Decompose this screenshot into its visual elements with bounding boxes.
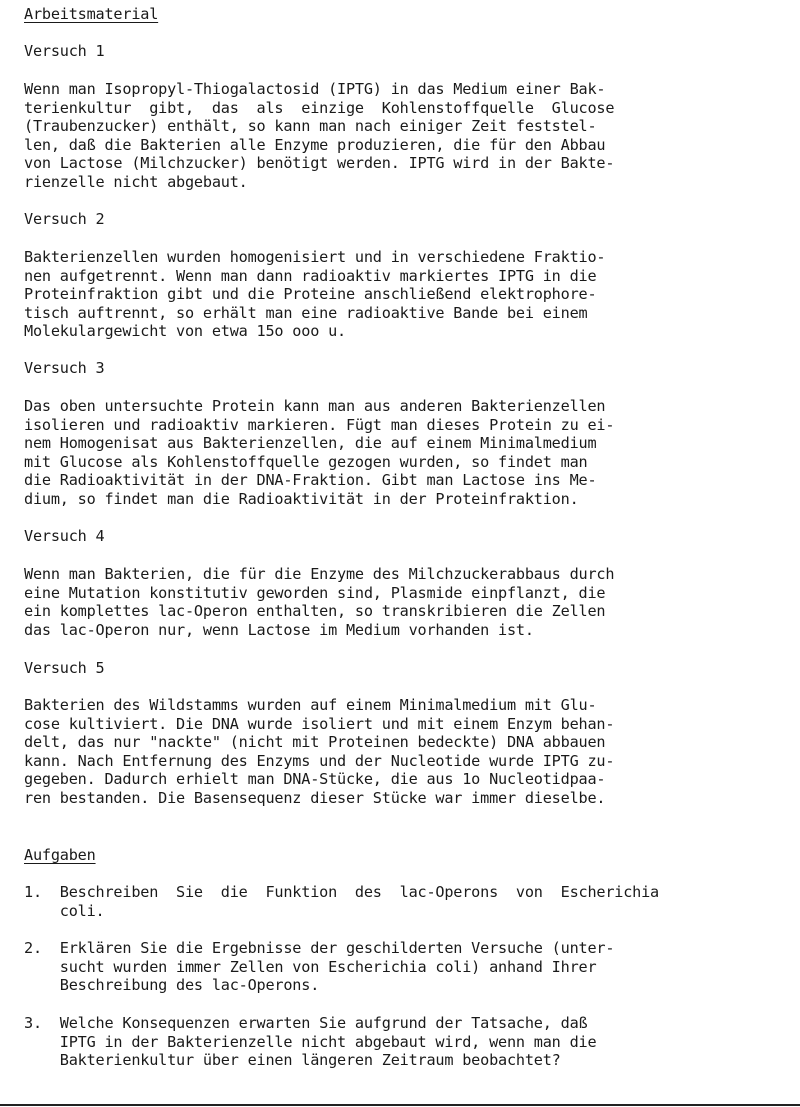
versuch-4-text: Wenn man Bakterien, die für die Enzyme des Milchzuckerabbaus durch eine Mutation konstitutiv geworden sind, Plasmide einpflanzt, die ein komplettes lac-Operon enthalten, so transkribieren die Zellen das lac-Operon nur, wenn Lactose im Medium vorhanden ist. [24,565,615,639]
versuch-1-title: Versuch 1 [24,42,105,60]
versuch-5-title: Versuch 5 [24,659,105,677]
versuch-3-title: Versuch 3 [24,359,105,377]
tasks-heading: Aufgaben [24,846,96,864]
versuch-1-text: Wenn man Isopropyl-Thiogalactosid (IPTG) in das Medium einer Bak- terienkultur gibt, das als einzige Kohlenstoffquelle Glucose (Traubenzucker) enthält, so kann man nach einiger Zeit feststel- len, daß die Bakterien alle Enzyme produzieren, die für den Abbau von Lactose (Milchzucker) benötigt werden. IPTG wird in der Bakte- rienzelle nicht abgebaut. [24,80,615,191]
bottom-rule [0,1104,800,1106]
task-3: 3. Welche Konsequenzen erwarten Sie aufgrund der Tatsache, daß IPTG in der Bakterienzelle nicht abgebaut wird, wenn man die Bakterienkultur über einen längeren Zeitraum beobachtet? [24,1014,597,1070]
versuch-2-text: Bakterienzellen wurden homogenisiert und in verschiedene Fraktio- nen aufgetrennt. Wenn man dann radioaktiv markiertes IPTG in die Proteinfraktion gibt und die Proteine anschließend elektrophore- tisch auftrennt, so erhält man eine radioaktive Bande bei einem Molekulargewicht von etwa 15o ooo u. [24,248,606,341]
task-1: 1. Beschreiben Sie die Funktion des lac-Operons von Escherichia coli. [24,883,659,920]
versuch-4-title: Versuch 4 [24,527,105,545]
task-2: 2. Erklären Sie die Ergebnisse der geschilderten Versuche (unter- sucht wurden immer Zellen von Escherichia coli) anhand Ihrer Beschreibung des lac-Operons. [24,939,615,995]
versuch-2-title: Versuch 2 [24,210,105,228]
material-heading: Arbeitsmaterial [24,5,159,23]
versuch-5-text: Bakterien des Wildstamms wurden auf einem Minimalmedium mit Glu- cose kultiviert. Die DNA wurde isoliert und mit einem Enzym behan- delt, das nur "nackte" (nicht mit Proteinen bedeckte) DNA abbauen kann. Nach Entfernung des Enzyms und der Nucleotide wurde IPTG zu- gegeben. Dadurch erhielt man DNA-Stücke, die aus 1o Nucleotidpaa- ren bestanden. Die Basensequenz dieser Stücke war immer dieselbe. [24,696,615,807]
versuch-3-text: Das oben untersuchte Protein kann man aus anderen Bakterienzellen isolieren und radioaktiv markieren. Fügt man dieses Protein zu ei- nem Homogenisat aus Bakterienzellen, die auf einem Minimalmedium mit Glucose als Kohlenstoffquelle gezogen wurden, so findet man die Radioaktivität in der DNA-Fraktion. Gibt man Lactose ins Me- dium, so findet man die Radioaktivität in der Proteinfraktion. [24,397,615,508]
